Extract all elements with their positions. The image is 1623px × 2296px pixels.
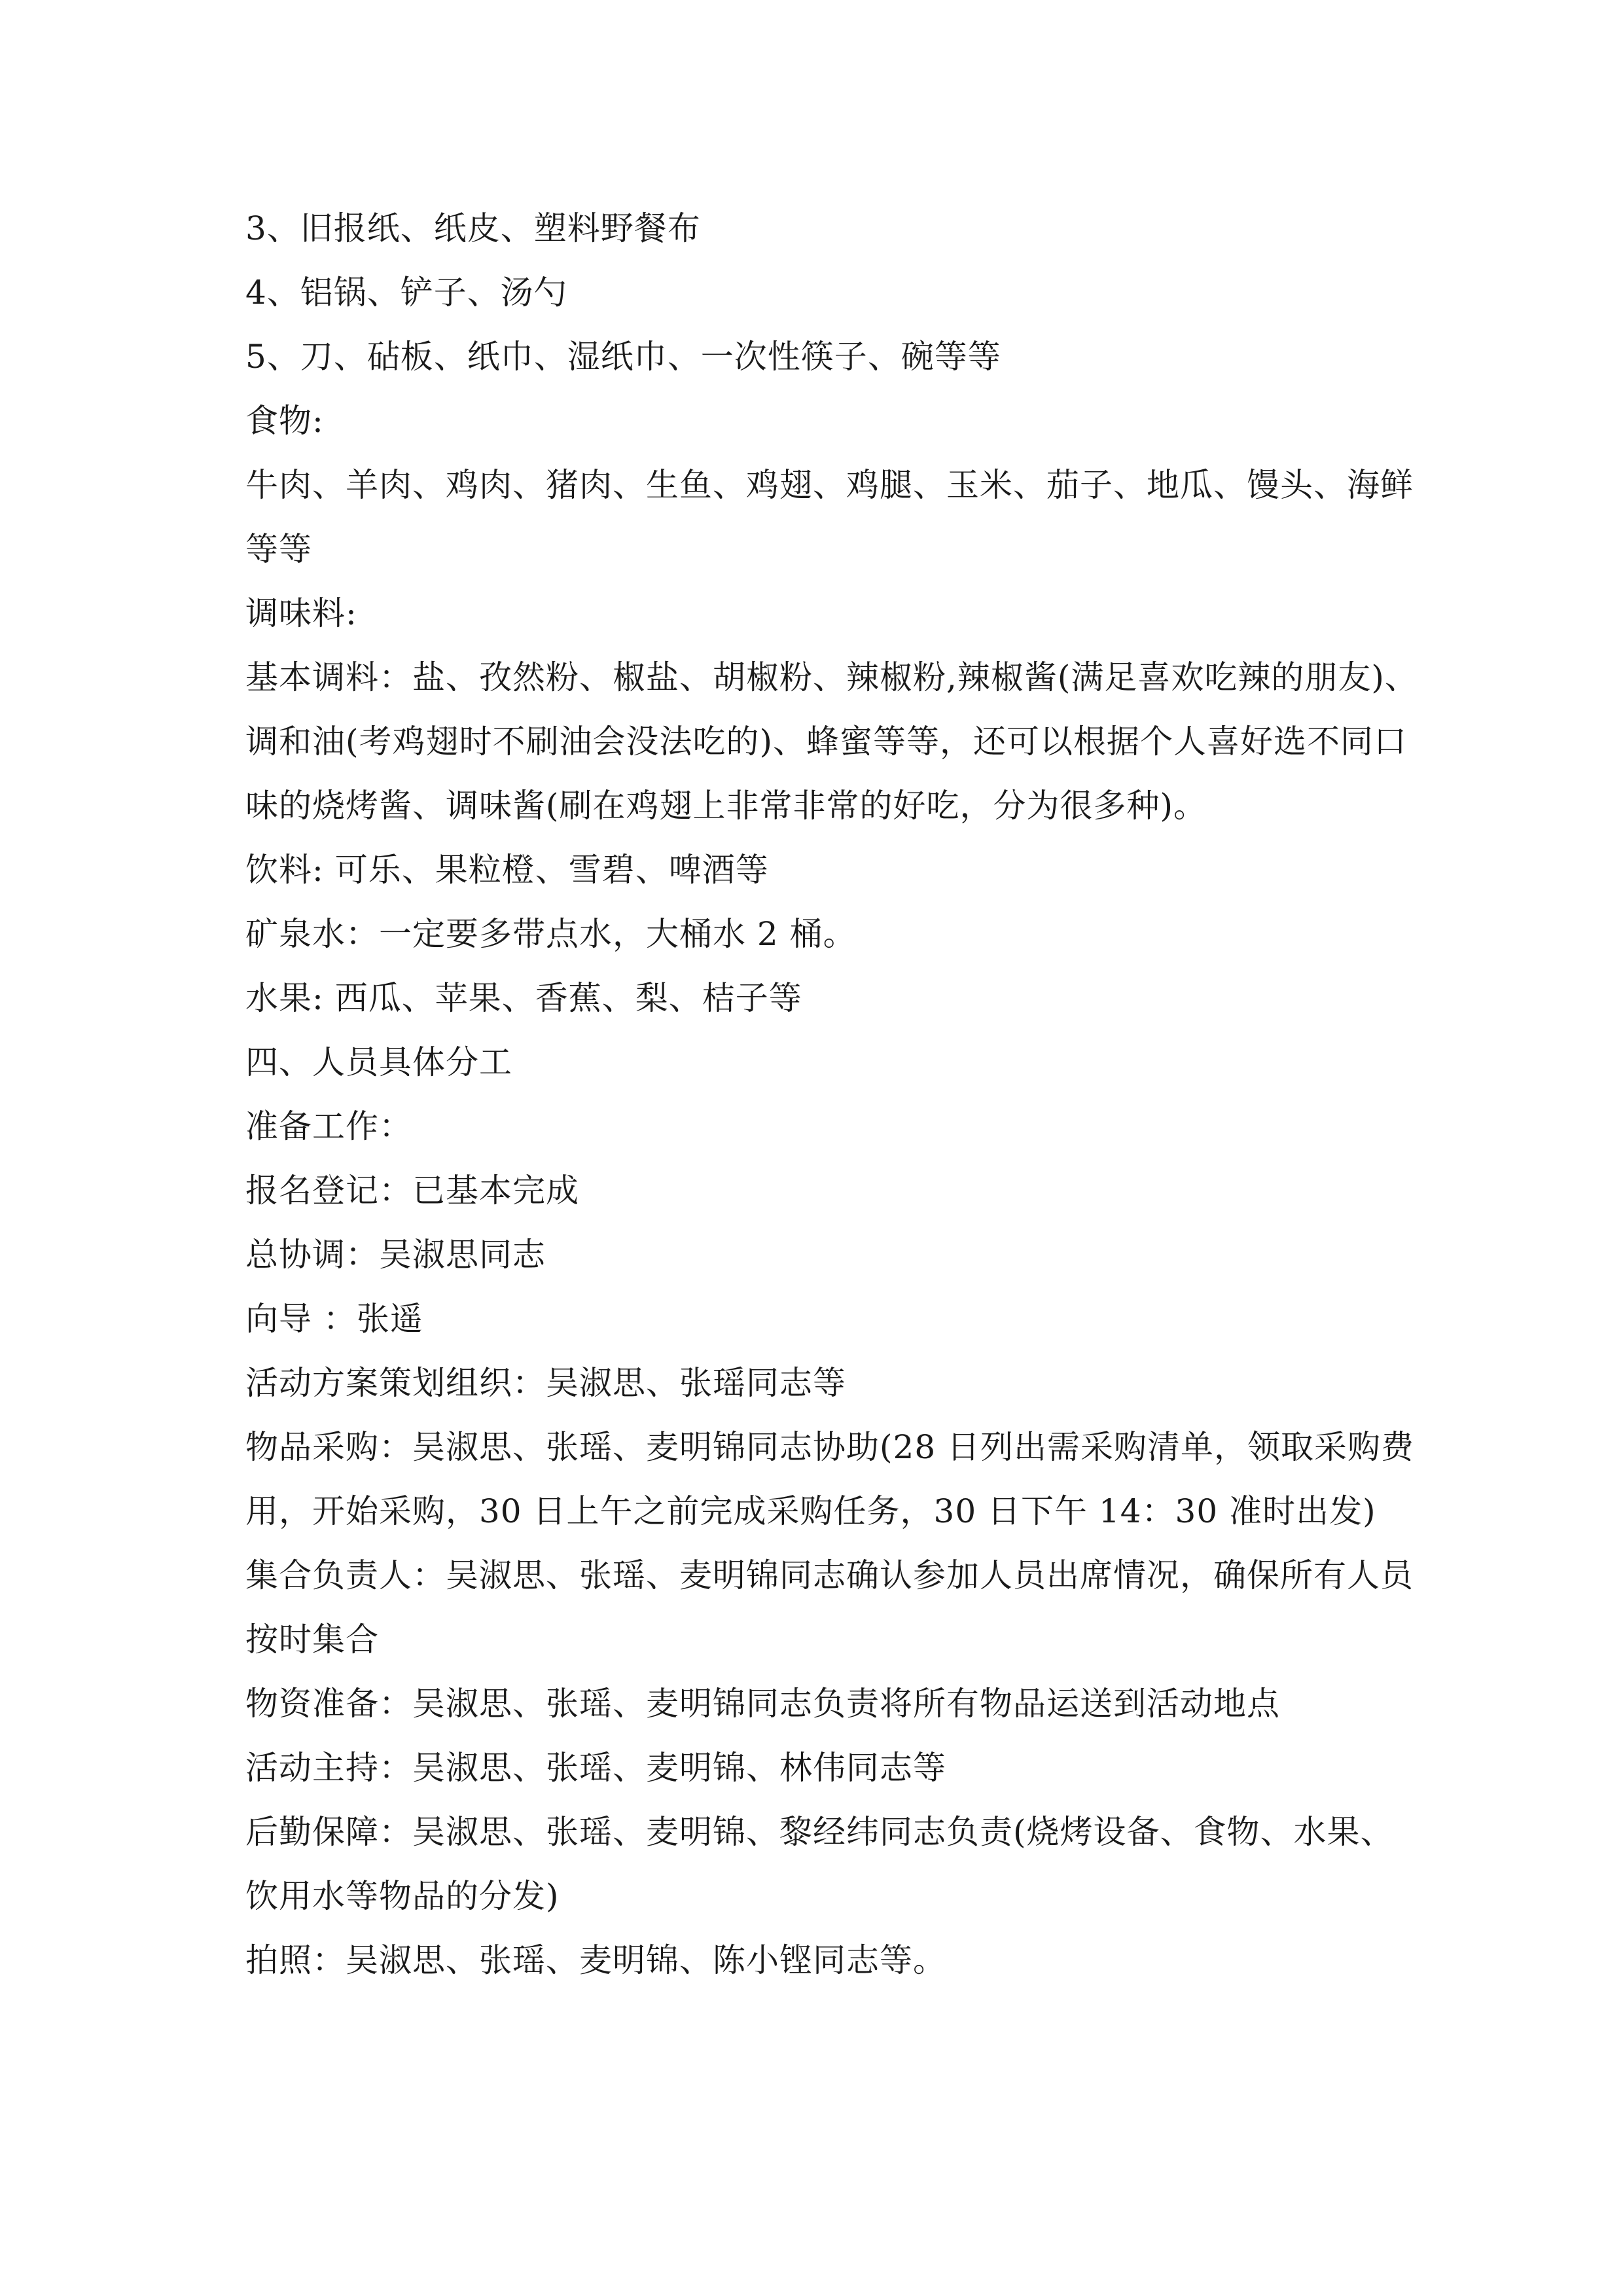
preparation-heading: 准备工作： xyxy=(245,1107,412,1145)
logistics-line-1: 后勤保障：吴淑思、张瑶、麦明锦、黎经纬同志负责(烧烤设备、食物、水果、 xyxy=(245,1813,1394,1851)
food-list: 牛肉、羊肉、鸡肉、猪肉、生鱼、鸡翅、鸡腿、玉米、茄子、地瓜、馒头、海鲜 xyxy=(245,466,1414,504)
seasoning-paragraph-line-1: 基本调料：盐、孜然粉、椒盐、胡椒粉、辣椒粉,辣椒酱(满足喜欢吃辣的朋友)、 xyxy=(245,658,1418,696)
list-item-3: 3、旧报纸、纸皮、塑料野餐布 xyxy=(245,209,701,247)
list-item-5: 5、刀、砧板、纸巾、湿纸巾、一次性筷子、碗等等 xyxy=(245,338,1001,376)
coordinator-line: 总协调：吴淑思同志 xyxy=(245,1236,546,1274)
photography-line: 拍照：吴淑思、张瑶、麦明锦、陈小铿同志等。 xyxy=(245,1941,946,1979)
drinks-line: 饮料: 可乐、果粒橙、雪碧、啤酒等 xyxy=(245,851,769,889)
registration-line: 报名登记：已基本完成 xyxy=(245,1172,579,1210)
document-body xyxy=(245,196,1418,1992)
fruit-line: 水果: 西瓜、苹果、香蕉、梨、桔子等 xyxy=(245,979,802,1017)
purchasing-line-2: 用，开始采购，30 日上午之前完成采购任务，30 日下午 14：30 准时出发) xyxy=(245,1492,1376,1530)
host-line: 活动主持：吴淑思、张瑶、麦明锦、林伟同志等 xyxy=(245,1749,946,1787)
guide-line: 向导 ：张遥 xyxy=(245,1300,423,1338)
mineral-water-line: 矿泉水：一定要多带点水，大桶水 2 桶。 xyxy=(245,915,857,953)
assembly-line-1: 集合负责人：吴淑思、张瑶、麦明锦同志确认参加人员出席情况，确保所有人员 xyxy=(245,1556,1414,1594)
supplies-line: 物资准备：吴淑思、张瑶、麦明锦同志负责将所有物品运送到活动地点 xyxy=(245,1685,1280,1723)
seasoning-paragraph-line-2: 调和油(考鸡翅时不刷油会没法吃的)、蜂蜜等等，还可以根据个人喜好选不同口 xyxy=(245,723,1408,761)
purchasing-line-1: 物品采购：吴淑思、张瑶、麦明锦同志协助(28 日列出需采购清单，领取采购费 xyxy=(245,1428,1415,1466)
planning-line: 活动方案策划组织：吴淑思、张瑶同志等 xyxy=(245,1364,846,1402)
seasoning-paragraph-line-3: 味的烧烤酱、调味酱(刷在鸡翅上非常非常的好吃，分为很多种)。 xyxy=(245,787,1207,825)
seasoning-heading: 调味料: xyxy=(245,594,357,632)
logistics-line-2: 饮用水等物品的分发) xyxy=(245,1877,560,1915)
section-heading-staffing: 四、人员具体分工 xyxy=(245,1043,512,1081)
food-heading: 食物: xyxy=(245,402,324,440)
list-item-4: 4、铝锅、铲子、汤勺 xyxy=(245,274,567,312)
assembly-line-2: 按时集合 xyxy=(245,1621,379,1659)
food-list-continued: 等等 xyxy=(245,530,312,568)
